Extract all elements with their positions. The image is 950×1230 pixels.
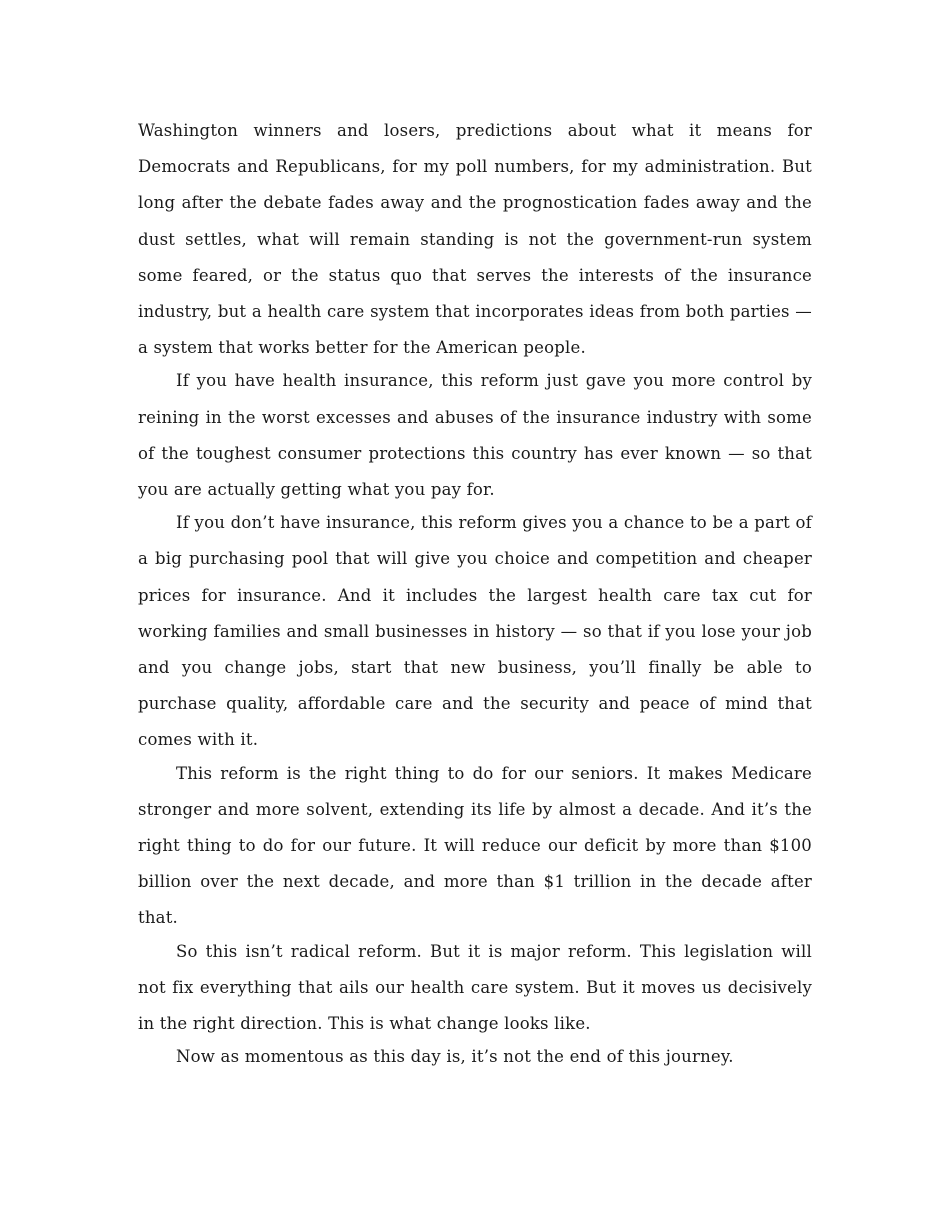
document-body (138, 113, 812, 1072)
paragraph-5: So this isn’t radical reform. But it is major reform. This legislation will not fix everything that ails our health care system. But it moves us decisively in the right direction. This is what change looks like. (138, 941, 812, 1034)
paragraph-4: This reform is the right thing to do for our seniors. It makes Medicare stronger and more solvent, extending its life by almost a decade. And it’s the right thing to do for our future. It will reduce our deficit by more than $100 billion over the next decade, and more than $1 trillion in the decade after that. (138, 763, 812, 928)
paragraph-2: If you have health insurance, this reform just gave you more control by reining in the worst excesses and abuses of the insurance industry with some of the toughest consumer protections this country has ever known — so that you are actually getting what you pay for. (138, 371, 812, 500)
paragraph-3: If you don’t have insurance, this reform gives you a chance to be a part of a big purchasing pool that will give you choice and competition and cheaper prices for insurance. And it includes the largest health care tax cut for working families and small businesses in history — so that if you lose your job and you change jobs, start that new business, you’ll finally be able to purchase quality, affordable care and the security and peace of mind that comes with it. (138, 513, 812, 750)
paragraph-6: Now as momentous as this day is, it’s not the end of this journey. (176, 1047, 734, 1067)
paragraph-1: Washington winners and losers, predictions about what it means for Democrats and Republicans, for my poll numbers, for my administration. But long after the debate fades away and the prognostication fades away and the dust settles, what will remain standing is not the government-run system some feared, or the status quo that serves the interests of the insurance industry, but a health care system that incorporates ideas from both parties — a system that works better for the American people. (138, 121, 812, 358)
